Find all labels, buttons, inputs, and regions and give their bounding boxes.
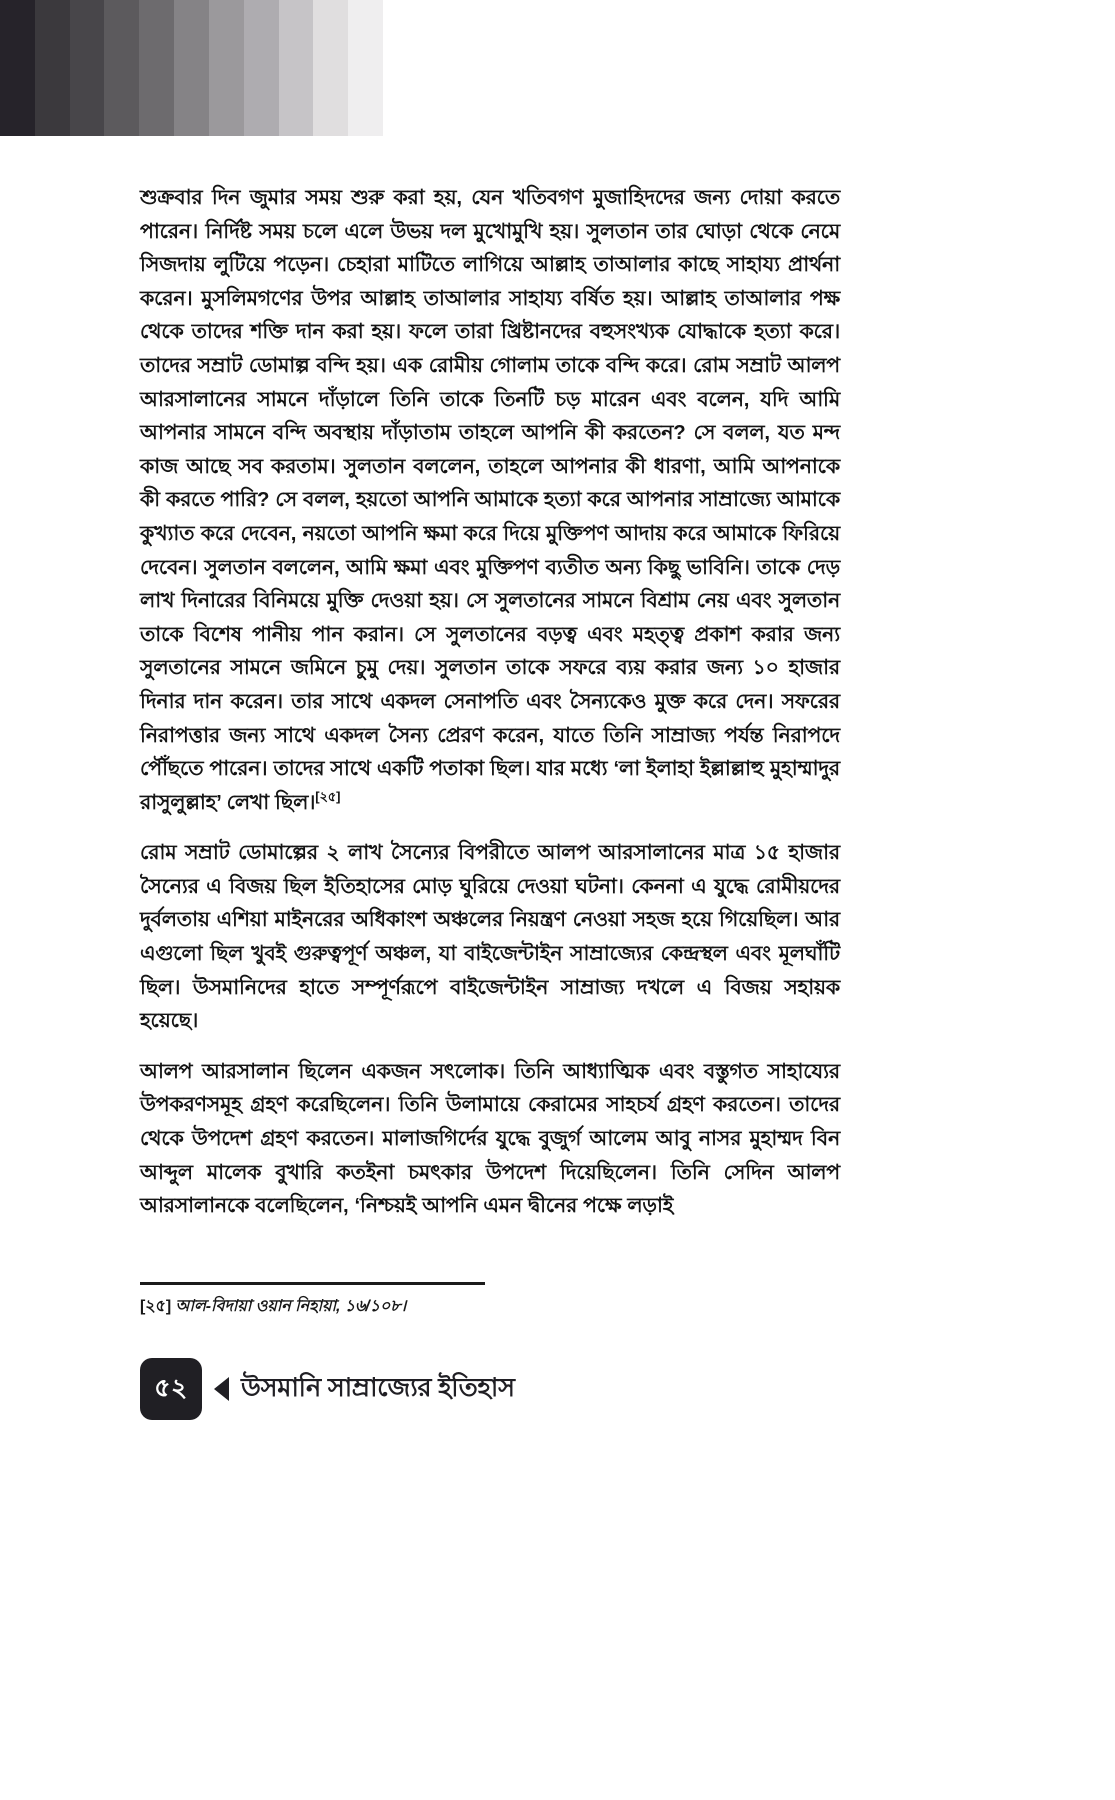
footnote-reference-25[interactable]: [২৫]: [315, 788, 341, 804]
footnote-marker: [২৫]: [140, 1298, 172, 1315]
calibration-swatch-12: [383, 0, 411, 136]
footnote-citation: আল-বিদায়া ওয়ান নিহায়া, ১৬/১০৮।: [175, 1298, 407, 1315]
calibration-swatch-3: [70, 0, 105, 136]
caret-left-icon: [214, 1377, 229, 1401]
grayscale-calibration-strip: [0, 0, 411, 136]
footnote-separator-rule: [140, 1282, 485, 1285]
paragraph-1-text: শুক্রবার দিন জুমার সময় শুরু করা হয়, যেন খতিবগণ মুজাহিদদের জন্য দোয়া করতে পারেন। নির্দিষ্ট সময় চলে এলে উভয় দল মুখোমুখি হয়। সুলতান তার ঘোড়া থেকে নেমে সিজদায় লুটিয়ে পড়েন। চেহারা মাটিতে লাগিয়ে আল্লাহ তাআলার কাছে সাহায্য প্রার্থনা করেন। মুসলিমগণের উপর আল্লাহ তাআলার সাহায্য বর্ষিত হয়। আল্লাহ তাআলার পক্ষ থেকে তাদের শক্তি দান করা হয়। ফলে তারা খ্রিষ্টানদের বহুসংখ্যক যোদ্ধাকে হত্যা করে। তাদের সম্রাট ডোমাল্প বন্দি হয়। এক রোমীয় গোলাম তাকে বন্দি করে। রোম সম্রাট আলপ আরসালানের সামনে দাঁড়ালে তিনি তাকে তিনটি চড় মারেন এবং বলেন, যদি আমি আপনার সামনে বন্দি অবস্থায় দাঁড়াতাম তাহলে আপনি কী করতেন? সে বলল, যত মন্দ কাজ আছে সব করতাম। সুলতান বললেন, তাহলে আপনার কী ধারণা, আমি আপনাকে কী করতে পারি? সে বলল, হয়তো আপনি আমাকে হত্যা করে আপনার সাম্রাজ্যে আমাকে কুখ্যাত করে দেবেন, নয়তো আপনি ক্ষমা করে দিয়ে মুক্তিপণ আদায় করে আমাকে ফিরিয়ে দেবেন। সুলতান বললেন, আমি ক্ষমা এবং মুক্তিপণ ব্যতীত অন্য কিছু ভাবিনি। তাকে দেড় লাখ দিনারের বিনিময়ে মুক্তি দেওয়া হয়। সে সুলতানের সামনে বিশ্রাম নেয় এবং সুলতান তাকে বিশেষ পানীয় পান করান। সে সুলতানের বড়ত্ব এবং মহত্ত্ব প্রকাশ করার জন্য সুলতানের সামনে জমিনে চুমু দেয়। সুলতান তাকে সফরে ব্যয় করার জন্য ১০ হাজার দিনার দান করেন। তার সাথে একদল সেনাপতি এবং সৈন্যকেও মুক্ত করে দেন। সফরের নিরাপত্তার জন্য সাথে একদল সৈন্য প্রেরণ করেন, যাতে তিনি সাম্রাজ্য পর্যন্ত নিরাপদে পৌঁছতে পারেন। তাদের সাথে একটি পতাকা ছিল। যার মধ্যে ‘লা ইলাহা ইল্লাল্লাহু মুহাম্মাদুর রাসুলুল্লাহ’ লেখা ছিল।: [140, 187, 840, 814]
body-paragraph-1: [140, 182, 840, 820]
page-footer: [140, 1358, 515, 1420]
calibration-swatch-4: [104, 0, 139, 136]
scanned-page: [0, 136, 1115, 1800]
calibration-swatch-1: [0, 0, 35, 136]
page-number-badge: ৫২: [140, 1358, 202, 1420]
calibration-swatch-9: [279, 0, 314, 136]
calibration-swatch-6: [174, 0, 209, 136]
calibration-swatch-8: [244, 0, 279, 136]
footnote-area: [140, 1282, 840, 1318]
calibration-swatch-5: [139, 0, 174, 136]
calibration-swatch-7: [209, 0, 244, 136]
book-title-footer: উসমানি সাম্রাজ্যের ইতিহাস: [241, 1373, 515, 1402]
body-paragraph-2: রোম সম্রাট ডোমাল্পের ২ লাখ সৈন্যের বিপরীতে আলপ আরসালানের মাত্র ১৫ হাজার সৈন্যের এ বিজয় ছিল ইতিহাসের মোড় ঘুরিয়ে দেওয়া ঘটনা। কেননা এ যুদ্ধে রোমীয়দের দুর্বলতায় এশিয়া মাইনরের অধিকাংশ অঞ্চলের নিয়ন্ত্রণ নেওয়া সহজ হয়ে গিয়েছিল। আর এগুলো ছিল খুবই গুরুত্বপূর্ণ অঞ্চল, যা বাইজেন্টাইন সাম্রাজ্যের কেন্দ্রস্থল এবং মূলঘাঁটি ছিল। উসমানিদের হাতে সম্পূর্ণরূপে বাইজেন্টাইন সাম্রাজ্য দখলে এ বিজয় সহায়ক হয়েছে।: [140, 842, 840, 1033]
calibration-swatch-10: [313, 0, 348, 136]
calibration-swatch-2: [35, 0, 70, 136]
text-column: [140, 182, 840, 1224]
calibration-swatch-11: [348, 0, 383, 136]
footnote-entry: [140, 1296, 840, 1318]
body-paragraph-3: আলপ আরসালান ছিলেন একজন সৎলোক। তিনি আধ্যাত্মিক এবং বস্তুগত সাহায্যের উপকরণসমূহ গ্রহণ করেছিলেন। তিনি উলামায়ে কেরামের সাহচর্য গ্রহণ করতেন। তাদের থেকে উপদেশ গ্রহণ করতেন। মালাজগির্দের যুদ্ধে বুজুর্গ আলেম আবু নাসর মুহাম্মদ বিন আব্দুল মালেক বুখারি কতইনা চমৎকার উপদেশ দিয়েছিলেন। তিনি সেদিন আলপ আরসালানকে বলেছিলেন, ‘নিশ্চয়ই আপনি এমন দ্বীনের পক্ষে লড়াই: [140, 1060, 840, 1218]
